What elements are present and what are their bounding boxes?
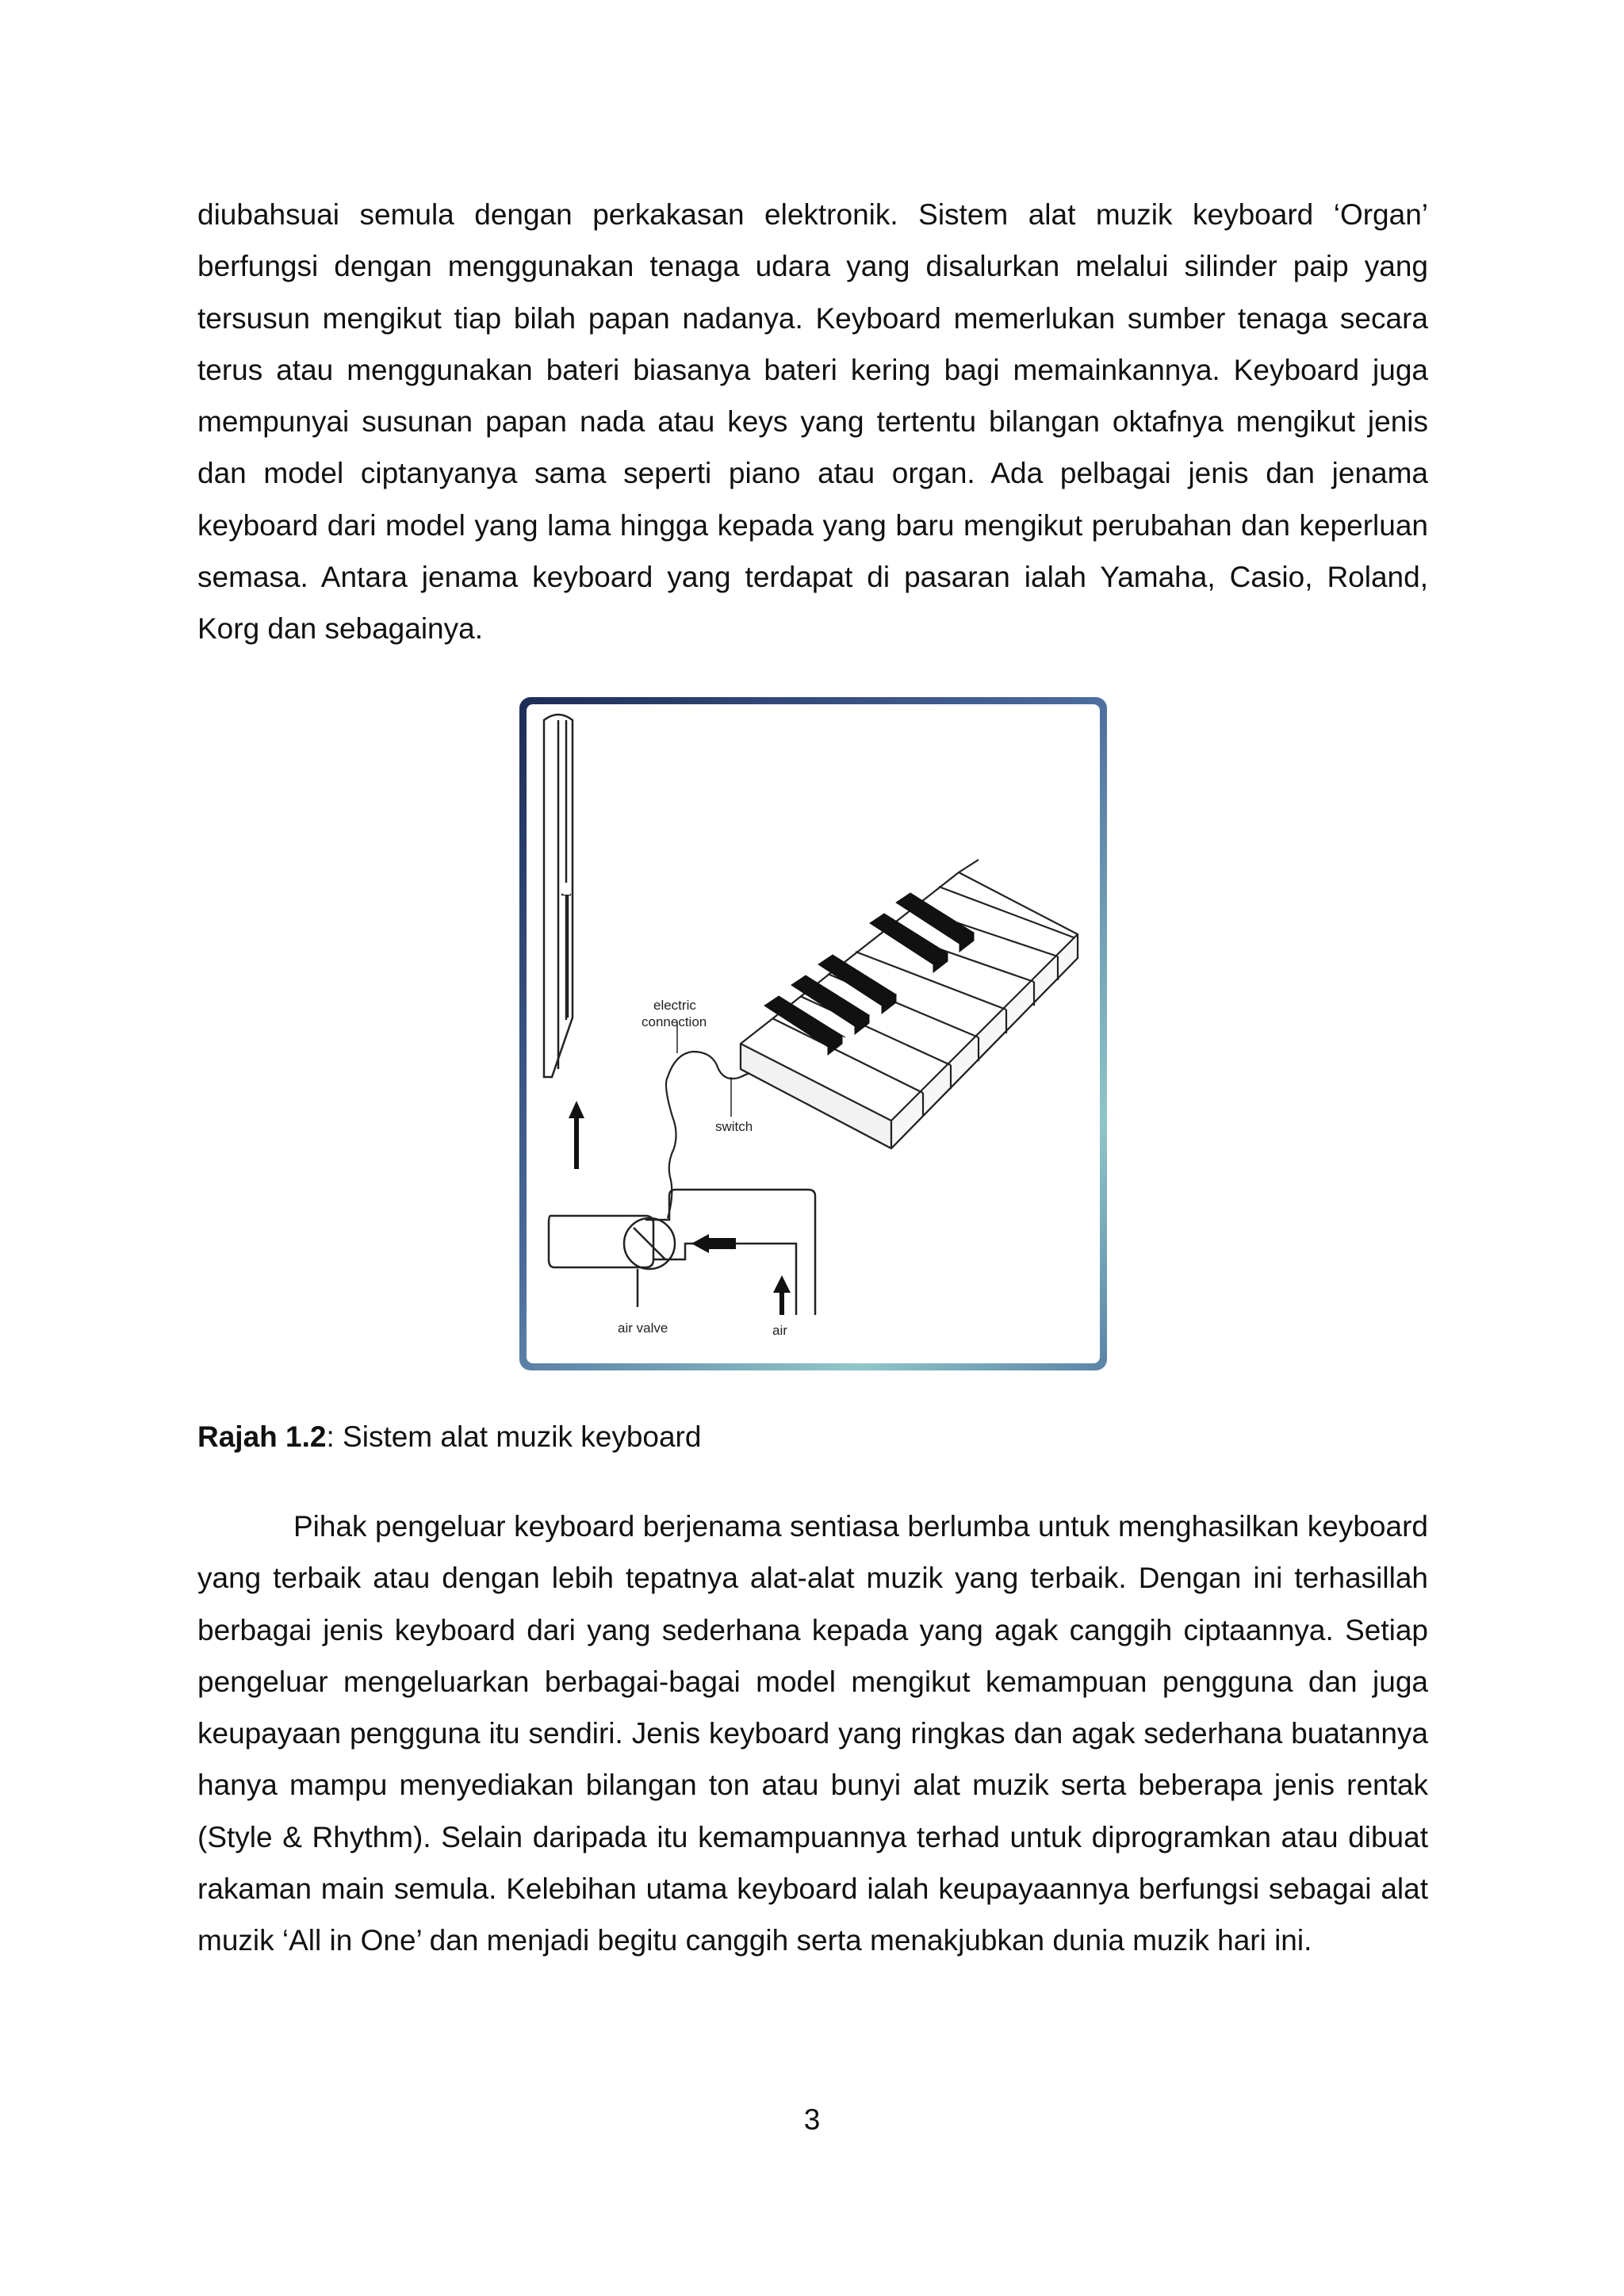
figure-frame xyxy=(527,704,1100,1363)
label-switch: switch xyxy=(715,1119,753,1134)
body-paragraph-1: diubahsuai semula dengan perkakasan elektronik. Sistem alat muzik keyboard ‘Organ’ berfungsi dengan menggunakan tenaga udara yang disalurkan melalui silinder paip yang tersusun mengikut tiap bilah papan nadanya. Keyboard memerlukan sumber tenaga secara terus atau menggunakan bateri biasanya bateri kering bagi memainkannya. Keyboard juga mempunyai susunan papan nada atau keys yang tertentu bilangan oktafnya mengikut jenis dan model ciptanyanya sama seperti piano atau organ. Ada pelbagai jenis dan jenama keyboard dari model yang lama hingga kepada yang baru mengikut perubahan dan keperluan semasa. Antara jenama keyboard yang terdapat di pasaran ialah Yamaha, Casio, Roland, Korg dan sebagainya. xyxy=(197,198,1428,646)
label-electric: electric xyxy=(653,998,696,1013)
keyboard-diagram xyxy=(527,704,1100,1363)
figure-caption xyxy=(197,1416,701,1458)
label-air: air xyxy=(772,1323,787,1338)
caption-label: Rajah 1.2 xyxy=(197,1420,327,1453)
label-connection: connection xyxy=(642,1014,707,1029)
body-paragraph-2: Pihak pengeluar keyboard berjenama sentiasa berlumba untuk menghasilkan keyboard yang terbaik atau dengan lebih tepatnya alat-alat muzik yang terbaik. Dengan ini terhasillah berbagai jenis keyboard dari yang sederhana kepada yang agak canggih ciptaannya. Setiap pengeluar mengeluarkan berbagai-bagai model mengikut kemampuan pengguna dan juga keupayaan pengguna itu sendiri. Jenis keyboard yang ringkas dan agak sederhana buatannya hanya mampu menyediakan bilangan ton atau bunyi alat muzik serta beberapa jenis rentak (Style & Rhythm). Selain daripada itu kemampuannya terhad untuk diprogramkan atau dibuat rakaman main semula. Kelebihan utama keyboard ialah keupayaannya berfungsi sebagai alat muzik ‘All in One’ dan menjadi begitu canggih serta menakjubkan dunia muzik hari ini. xyxy=(197,1510,1428,1957)
label-air-valve: air valve xyxy=(618,1320,668,1336)
page-number: 3 xyxy=(803,2103,821,2136)
pipe-mouth xyxy=(563,883,570,895)
figure-keyboard-system xyxy=(519,697,1107,1370)
electric-wire xyxy=(666,1052,764,1218)
air-valve-symbol xyxy=(624,1218,675,1307)
pipe-air-arrow xyxy=(569,1101,584,1169)
caption-text: : Sistem alat muzik keyboard xyxy=(326,1420,702,1453)
organ-pipe xyxy=(544,715,573,1077)
valve-air-arrow xyxy=(691,1234,736,1253)
air-intake-arrow xyxy=(773,1275,791,1315)
wind-chest xyxy=(549,1190,815,1315)
